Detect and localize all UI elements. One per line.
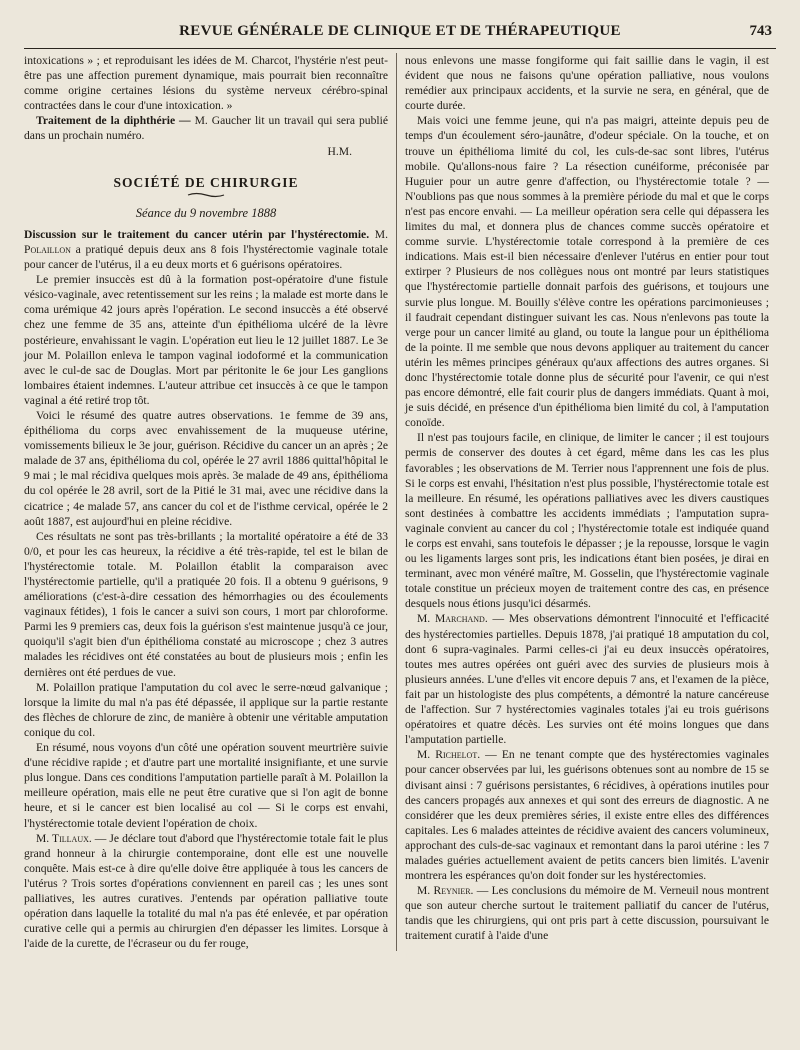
paragraph: Mais voici une femme jeune, qui n'a pas maigri, atteinte depuis peu de temps d'un écoulement séro-jaunâtre, d'odeur spéciale. On la touche, et on trouve un épithélioma limité du col, les culs-de-sac sont libres, l'utérus mobile. Qu'allons-nous faire ? La résection cunéiforme, préconisée par Huguier pour un autre genre d'affection, ou l'hystérectomie totale ? — N'oublions pas que nous sommes à la première période du mal et que le corps n'est pas encore envahi. — La meilleur opération sera celle qui dépassera les limites du mal, et donnera plus de chances comme succès opératoire et comme survie. L'hystérectomie totale correspond à la première de ces indications. Mais est-il bien nécessaire d'enlever l'utérus en entier pour tout extirper ? Plusieurs de nos collègues nous ont montré par leurs statistiques que l'hystérectomie partielle donnait parfois des guérisons, et toujours une survie plus longue. M. Bouilly s'élève contre les opérations parcimonieuses ; il faudrait cependant distinguer suivant les cas. Nous n'enlevons pas toute la verge pour un cancer limité au gland, ou toute la langue pour un épithélioma de la pointe. Il me semble que nous devons appliquer au traitement du cancer utérin les mêmes principes généraux qu'aux affections des autres organes. Si donc l'hystérectomie totale donne plus de sécurité pour l'avenir, ce qui n'est pas encore démontré, elle fait courir plus de dangers immédiats. Quant à moi, je suis décidé, en présence d'un épithélioma bien limité du col, à l'amputation conoïde.	[405, 114, 769, 430]
paragraph	[405, 747, 769, 883]
left-column	[24, 53, 396, 951]
section-title: SOCIÉTÉ DE CHIRURGIE	[113, 174, 299, 190]
diphtheria-text: M. Gaucher lit un travail qui sera publié dans un prochain numéro.	[24, 114, 388, 143]
paragraph: En résumé, nous voyons d'un côté une opération souvent meurtrière suivie d'une récidive rapide ; et d'autre part une mortalité insignifiante, et une survie plus longue. Dans ces conditions l'amputation partielle paraît à M. Polaillon la meilleure opération, mais elle ne peut être curative que si l'on agit de bonne heure, et si le cancer est bien localisé au col — Si le corps est envahi, l'hystérectomie totale devient l'opération de choix.	[24, 741, 388, 830]
page-number: 743	[749, 23, 772, 39]
diphtheria-heading: Traitement de la diphthérie —	[36, 114, 191, 128]
running-header	[24, 22, 776, 48]
author-initials: H.M.	[327, 144, 352, 158]
paragraph-text: — Je déclare tout d'abord que l'hystérectomie totale fait le plus grand honneur à la chirurgie contemporaine, dont elle est une nouvelle conquête. Mais est-ce à dire qu'elle doive être appliquée à tous les cancers de l'utérus ? Trois sortes d'opérations conviennent en pareil cas ; les unes sont palliatives, les autres curatives. J'entends par opération palliative toute opération dans laquelle la totalité du mal n'a pas été enlevée, et par opération curative celle qui a permis au chirurgien d'en dépasser les limites. Lorsque à l'aide de la curette, de l'écraseur ou du fer rouge,	[24, 831, 389, 951]
journal-title: REVUE GÉNÉRALE DE CLINIQUE ET DE THÉRAPEUTIQUE	[179, 23, 621, 39]
discussion-heading: Discussion sur le traitement du cancer utérin par l'hystérectomie.	[24, 227, 370, 241]
speaker-name: M. Tillaux.	[36, 831, 92, 845]
paragraph: Il n'est pas toujours facile, en clinique, de limiter le cancer ; il est toujours permis de conserver des doutes à cet égard, même dans les cas les plus favorables ; les observations de M. Terrier nous l'apprennent une fois de plus. Si le corps est envahi, l'hésitation n'est plus possible, l'hystérectomie totale est la meilleure. En résumé, les opérations palliatives avec les divers caustiques sont destinées à combattre les accidents immédiats ; l'amputation supra-vaginale convient au cancer du col ; l'hystérectomie totale est indiquée quand le corps est envahi, sans toutefois le dépasser ; je la repousse, lorsque le vagin ou les ligaments larges sont pris, les indications étant bien posées, je dirai en terminant, avec mon vénéré maître, M. Gosselin, que l'hystérectomie vaginale totale constitue un précieux moyen de traitement contre des cas, en présence desquels nous étions jusqu'ici désarmés.	[405, 431, 769, 611]
discussion-intro-text: a pratiqué depuis deux ans 8 fois l'hystérectomie vaginale totale pour cancer de l'utérus, il a eu deux morts et 6 guérisons opératoires.	[24, 242, 388, 272]
paragraph: nous enlevons une masse fongiforme qui fait saillie dans le vagin, il est évident que nous ne faisons qu'une opération palliative, nous voulons remédier aux principaux accidents, et la survie ne sera, en général, que de courte durée.	[405, 54, 769, 113]
speaker-name: M. Richelot.	[417, 748, 481, 762]
paragraph: M. Polaillon pratique l'amputation du col avec le serre-nœud galvanique ; lorsque la limite du mal n'a pas été dépassée, il applique sur la partie restante des flèches de chlorure de zinc, de manière à obtenir une véritable amputation conique du col.	[24, 680, 388, 739]
speaker-name: M. Marchand.	[417, 612, 488, 626]
speaker-name: M. Polaillon	[24, 227, 389, 256]
discussion-intro	[24, 227, 388, 272]
session-date: Séance du 9 novembre 1888	[135, 205, 277, 220]
paragraph: Voici le résumé des quatre autres observations. 1e femme de 39 ans, épithélioma du corps avec envahissement de la muqueuse utérine, vomissements bilieux le 3e jour, guérison. Récidive du cancer un an après ; 2e malade de 37 ans, épithélioma du col, opérée le 27 avril 1886 quittal'hôpital le 9 mai ; le mal récidiva quelques mois après. 3e malade de 49 ans, épithélioma du col opérée le 28 avril, sort de la Pitié le 31 mai, avec une récidive dans la cicatrice ; 4e malade 57, ans cancer du col et de l'isthme cervical, opérée le 2 août 1887, est aujourd'hui en pleine récidive.	[24, 408, 388, 528]
paragraph-text: — Les conclusions du mémoire de M. Verneuil nous montrent que son auteur cherche surtout le traitement palliatif du cancer de l'utérus, tandis que les chirurgiens, qui ont pris part à cette discussion, poursuivant le traitement curatif à l'aide d'une	[405, 884, 769, 943]
intro-paragraph: intoxications » ; et reproduisant les idées de M. Charcot, l'hystérie n'est peut-être pas une affection purement dynamique, mais pourrait bien reconnaître comme origine certaines lésions du système nerveux cérébro-spinal contractées dans le cour d'une intoxication. »	[24, 54, 388, 113]
paragraph	[405, 883, 769, 943]
paragraph: Ces résultats ne sont pas très-brillants ; la mortalité opératoire a été de 33 0/0, et pour les cas heureux, la récidive a été très-rapide, tel est le bilan de l'hystérectomie totale. M. Polaillon établit la comparaison avec l'hystérectomie partielle, qu'il a pratiquée 20 fois. Il a obtenu 9 guérisons, 9 améliorations (c'est-à-dire cessation des hémorrhagies ou des écoulements vaginaux fétides), 1 fois le cancer a suivi son cours, 1 mort par chloroforme. Parmi les 9 premiers cas, deux fois la guérison s'est maintenue jusqu'à ce jour, quoiqu'il s'agit bien d'un épithélioma constaté au microscope ; chez 3 autres malades les récidives ont été constatées au bout de plusieurs mois ; enfin les dernières ont été perdues de vue.	[24, 529, 388, 679]
speaker-name: M. Reynier.	[417, 884, 474, 898]
paragraph	[405, 611, 769, 747]
ornament-flourish	[24, 192, 388, 198]
right-column	[396, 53, 769, 951]
paragraph-text: — En ne tenant compte que des hystérectomies vaginales pour cancer observées par lui, les guérisons obtenues sont au nombre de 15 se divisant ainsi : 7 guérisons persistantes, 6 récidives, à opérations inutiles pour des cancers propagés aux annexes et qui sont des erreurs de diagnostic. A ne considérer que les deux premières séries, il existe entre elles des différences capitales. Les 6 malades atteintes de récidive avaient des cancers volumineux, approchant des culs-de-sac vaginaux et remontant dans la paroi utérine : les 7 malades guéries actuellement avaient de petits cancers bien limités. L'avenir montrera les espérances qu'on doit fonder sur les hystérectomies.	[405, 748, 769, 883]
paragraph: Le premier insuccès est dû à la formation post-opératoire d'une fistule vésico-vaginale, avec retentissement sur les reins ; la malade est morte dans le coma urémique 42 jours après l'opération. Le second insuccès a été observé chez une femme de 35 ans, atteinte d'un épithélioma ulcéré de la lèvre postérieure, envahissant le vagin. L'opération eut lieu le 12 juillet 1887. Le 3e jour M. Polaillon enleva le tampon vaginal iodoformé et la communication avec le cul-de sac de Douglas. Mort par péritonite le 6e jour Les ganglions lombaires étaient indemnes. L'auteur attribue cet insuccès à ce que le tampon vaginal a été retiré trop tôt.	[24, 273, 388, 407]
header-rule	[24, 48, 776, 49]
two-column-body	[24, 53, 776, 951]
diphtheria-paragraph	[24, 113, 388, 143]
paragraph	[24, 831, 388, 952]
paragraph-text: — Mes observations démontrent l'innocuité et l'efficacité des hystérectomies partielles. Depuis 1878, j'ai pratiqué 18 amputation du col, dont 6 supra-vaginales. Parmi celles-ci j'ai eu deux insuccès opératoires, toutes mes autres opérées ont guéri avec des survies de plusieurs mois à plusieurs années. L'une d'elles vit encore depuis 7 ans, et l'examen de la pièce, fait par un histologiste des plus compétents, a démontré la nature cancéreuse de l'affection. Sur 7 hystérectomies vaginales totales j'ai eu trois guérisons opératoires et quatre décès. Les survies ont été moins longues que dans l'amputation partielle.	[405, 612, 769, 747]
